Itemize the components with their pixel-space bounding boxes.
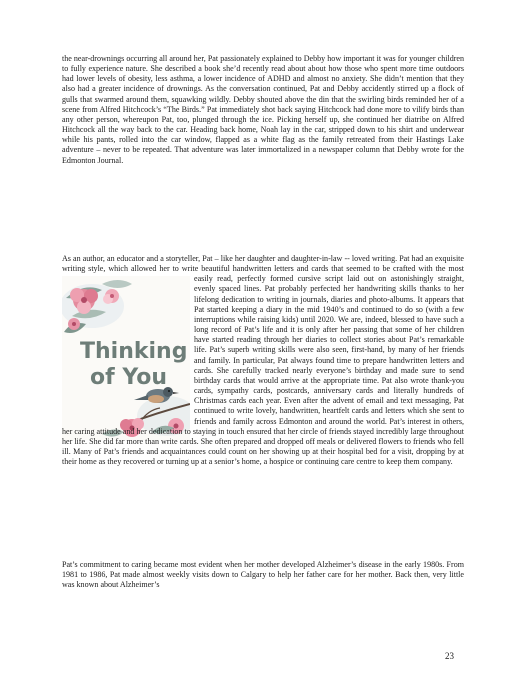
paragraph-1-text: the near-drownings occurring all around her, Pat passionately explained to Debby how important it was for younger children to fully experience nature. She described a book she’d recently read about about how those who spent more time outdoors had lower levels of obesity, less asthma, a lower incidence of ADHD and almost no anxiety. She didn’t mention that they also had a greater incidence of drownings. As the conversation continued, Pat and Debby accidently stirred up a flock of gulls that swarmed around them, squawking wildly. Debby shouted above the din that the swirling birds reminded her of a scene from Alfred Hitchcock’s “The Birds.” Pat immediately shot back saying Hitchcock had done more to vilify birds than any other person, whereupon Pat, too, plunged through the ice. Picking herself up, she continued her diatribe on Alfred Hitchcock all the way back to the car. Heading back home, Noah lay in the car, stripped down to his shirt and underwear while his pants, rolled into the car window, flapped as a white flag as the family retreated from their Hastings Lake adventure – never to be repeated. That adventure was later immortalized in a newspaper column that Debby wrote for the Edmonton Journal.: [62, 54, 464, 165]
paragraph-hastings-lake: [62, 54, 464, 166]
image-wrap-spacer: [62, 254, 194, 425]
paragraph-2-body: As an author, an educator and a storyteller, Pat – like her daughter and daughter-in-law -- loved writing. Pat had an exquisite writing style, which allowed her to write beautiful handwritten letters and cards that seemed to be crafted with the most easily read, perfectly formed cursive script laid out on astonishingly straight, evenly spaced lines. Pat probably perfected her handwriting skills thanks to her lifelong dedication to writing in journals, diaries and photo-albums. It appears that Pat started keeping a diary in the mid 1940’s and continued to do so (with a few interruptions while raising kids) until 2020. We are, indeed, blessed to have such a long record of Pat’s life and it is only after her passing that some of her children have started reading through her diaries to collect stories about Pat’s remarkable life. Pat’s superb writing skills were also seen, first-hand, by many of her friends and family. In particular, Pat always found time to prepare handwritten letters and cards. She carefully tracked nearly everyone’s birthday and made sure to send birthday cards that would arrive at the appropriate time. Pat also wrote thank-you cards, sympathy cards, postcards, anniversary cards and literally hundreds of Christmas cards each year. Even after the advent of email and text messaging, Pat continued to write lovely, handwritten, heartfelt cards and letters which she sent to friends and family across Edmonton and around the world. Pat’s interest in others, her caring attitude and her dedication to staying in touch ensured that her circle of friends stayed incredibly large throughout her life. She did far more than write cards. She often prepared and dropped off meals or delivered flowers to friends who fell ill. Many of Pat’s friends and acquaintances could count on her showing up at their hospital bed for a visit, dropping by at their home as they recovered or turning up at a senior’s home, a hospice or continuing care centre to keep them company.: [62, 254, 464, 467]
paragraph-3-text: Pat’s commitment to caring became most evident when her mother developed Alzheimer’s disease in the early 1980s. From 1981 to 1986, Pat made almost weekly visits down to Calgary to help her father care for her mother. Back then, very little was known about Alzheimer’s: [62, 560, 464, 590]
paragraph-alzheimers: [62, 560, 464, 590]
paragraph-2-text: [62, 254, 464, 467]
card-text-thinking: Thinking: [80, 339, 188, 364]
card-text-of-you: of You: [90, 365, 168, 390]
paragraph-writing: [62, 254, 464, 467]
page-number: 23: [445, 651, 454, 661]
